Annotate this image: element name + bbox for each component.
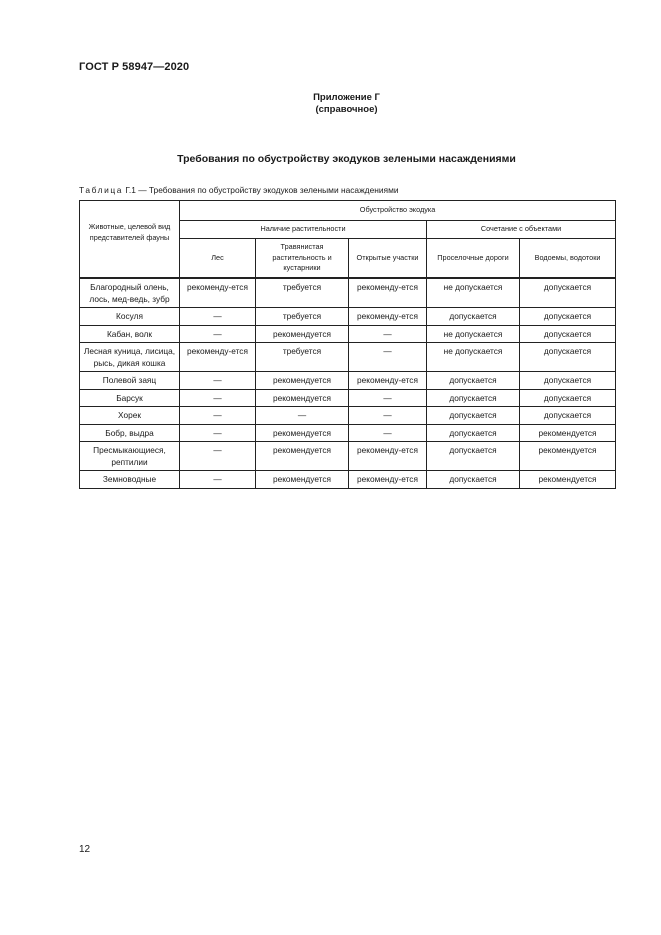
table-row (80, 442, 616, 471)
cell-animal: Благородный олень, лось, мед-ведь, зубр (80, 278, 180, 308)
cell-forest: рекоменду-ется (180, 278, 256, 308)
cell-roads: не допускается (427, 343, 520, 372)
cell-open: рекоменду-ется (349, 308, 427, 326)
cell-forest: — (180, 471, 256, 489)
table-row (80, 372, 616, 390)
cell-animal: Земноводные (80, 471, 180, 489)
cell-roads: не допускается (427, 278, 520, 308)
cell-forest: — (180, 325, 256, 343)
table-caption (79, 185, 399, 195)
header-grass: Травянистая растительность и кустарники (256, 239, 349, 279)
cell-forest: рекоменду-ется (180, 343, 256, 372)
table-row (80, 407, 616, 425)
table-row (80, 471, 616, 489)
header-open: Открытые участки (349, 239, 427, 279)
cell-forest: — (180, 308, 256, 326)
cell-animal: Кабан, волк (80, 325, 180, 343)
appendix-heading (0, 92, 661, 116)
cell-open: рекоменду-ется (349, 372, 427, 390)
document-code: ГОСТ Р 58947—2020 (79, 61, 190, 73)
cell-animal: Хорек (80, 407, 180, 425)
page-number: 12 (79, 844, 91, 855)
cell-animal: Полевой заяц (80, 372, 180, 390)
cell-forest: — (180, 424, 256, 442)
cell-grass: требуется (256, 308, 349, 326)
cell-roads: не допускается (427, 325, 520, 343)
cell-grass: — (256, 407, 349, 425)
cell-water: допускается (520, 389, 616, 407)
cell-open: рекоменду-ется (349, 278, 427, 308)
cell-grass: требуется (256, 278, 349, 308)
header-roads: Проселочные дороги (427, 239, 520, 279)
table-row (80, 325, 616, 343)
table-caption-text: Г.1 — Требования по обустройству экодуков зелеными насаждениями (125, 185, 399, 195)
cell-forest: — (180, 389, 256, 407)
cell-open: рекоменду-ется (349, 471, 427, 489)
cell-roads: допускается (427, 407, 520, 425)
requirements-table (79, 200, 616, 489)
cell-open: — (349, 325, 427, 343)
cell-roads: допускается (427, 471, 520, 489)
table-row (80, 308, 616, 326)
cell-roads: допускается (427, 389, 520, 407)
cell-water: рекомендуется (520, 424, 616, 442)
cell-open: — (349, 389, 427, 407)
section-title: Требования по обустройству экодуков зелеными насаждениями (177, 153, 516, 165)
cell-roads: допускается (427, 424, 520, 442)
cell-grass: рекомендуется (256, 442, 349, 471)
appendix-title: Приложение Г (313, 92, 380, 103)
cell-water: допускается (520, 372, 616, 390)
cell-water: допускается (520, 407, 616, 425)
cell-roads: допускается (427, 372, 520, 390)
cell-open: — (349, 424, 427, 442)
cell-roads: допускается (427, 308, 520, 326)
cell-forest: — (180, 442, 256, 471)
cell-water: допускается (520, 343, 616, 372)
cell-animal: Пресмыкающиеся, рептилии (80, 442, 180, 471)
table-row (80, 343, 616, 372)
cell-water: рекомендуется (520, 442, 616, 471)
header-combination: Сочетание с объектами (427, 221, 616, 239)
cell-roads: допускается (427, 442, 520, 471)
cell-open: рекоменду-ется (349, 442, 427, 471)
cell-grass: рекомендуется (256, 424, 349, 442)
cell-water: допускается (520, 278, 616, 308)
header-forest: Лес (180, 239, 256, 279)
cell-grass: требуется (256, 343, 349, 372)
cell-open: — (349, 343, 427, 372)
cell-grass: рекомендуется (256, 471, 349, 489)
cell-animal: Барсук (80, 389, 180, 407)
header-vegetation: Наличие растительности (180, 221, 427, 239)
header-arrangement: Обустройство экодука (180, 201, 616, 221)
cell-grass: рекомендуется (256, 389, 349, 407)
cell-animal: Лесная куница, лисица, рысь, дикая кошка (80, 343, 180, 372)
appendix-note: (справочное) (315, 104, 378, 115)
cell-forest: — (180, 407, 256, 425)
cell-forest: — (180, 372, 256, 390)
cell-water: рекомендуется (520, 471, 616, 489)
cell-water: допускается (520, 325, 616, 343)
cell-grass: рекомендуется (256, 372, 349, 390)
cell-water: допускается (520, 308, 616, 326)
table-row (80, 278, 616, 308)
cell-animal: Косуля (80, 308, 180, 326)
table-caption-label: Таблица (79, 185, 124, 195)
table-row (80, 424, 616, 442)
cell-open: — (349, 407, 427, 425)
header-water: Водоемы, водотоки (520, 239, 616, 279)
cell-animal: Бобр, выдра (80, 424, 180, 442)
cell-grass: рекомендуется (256, 325, 349, 343)
header-animals: Животные, целевой вид представителей фауны (80, 201, 180, 279)
table-row (80, 389, 616, 407)
